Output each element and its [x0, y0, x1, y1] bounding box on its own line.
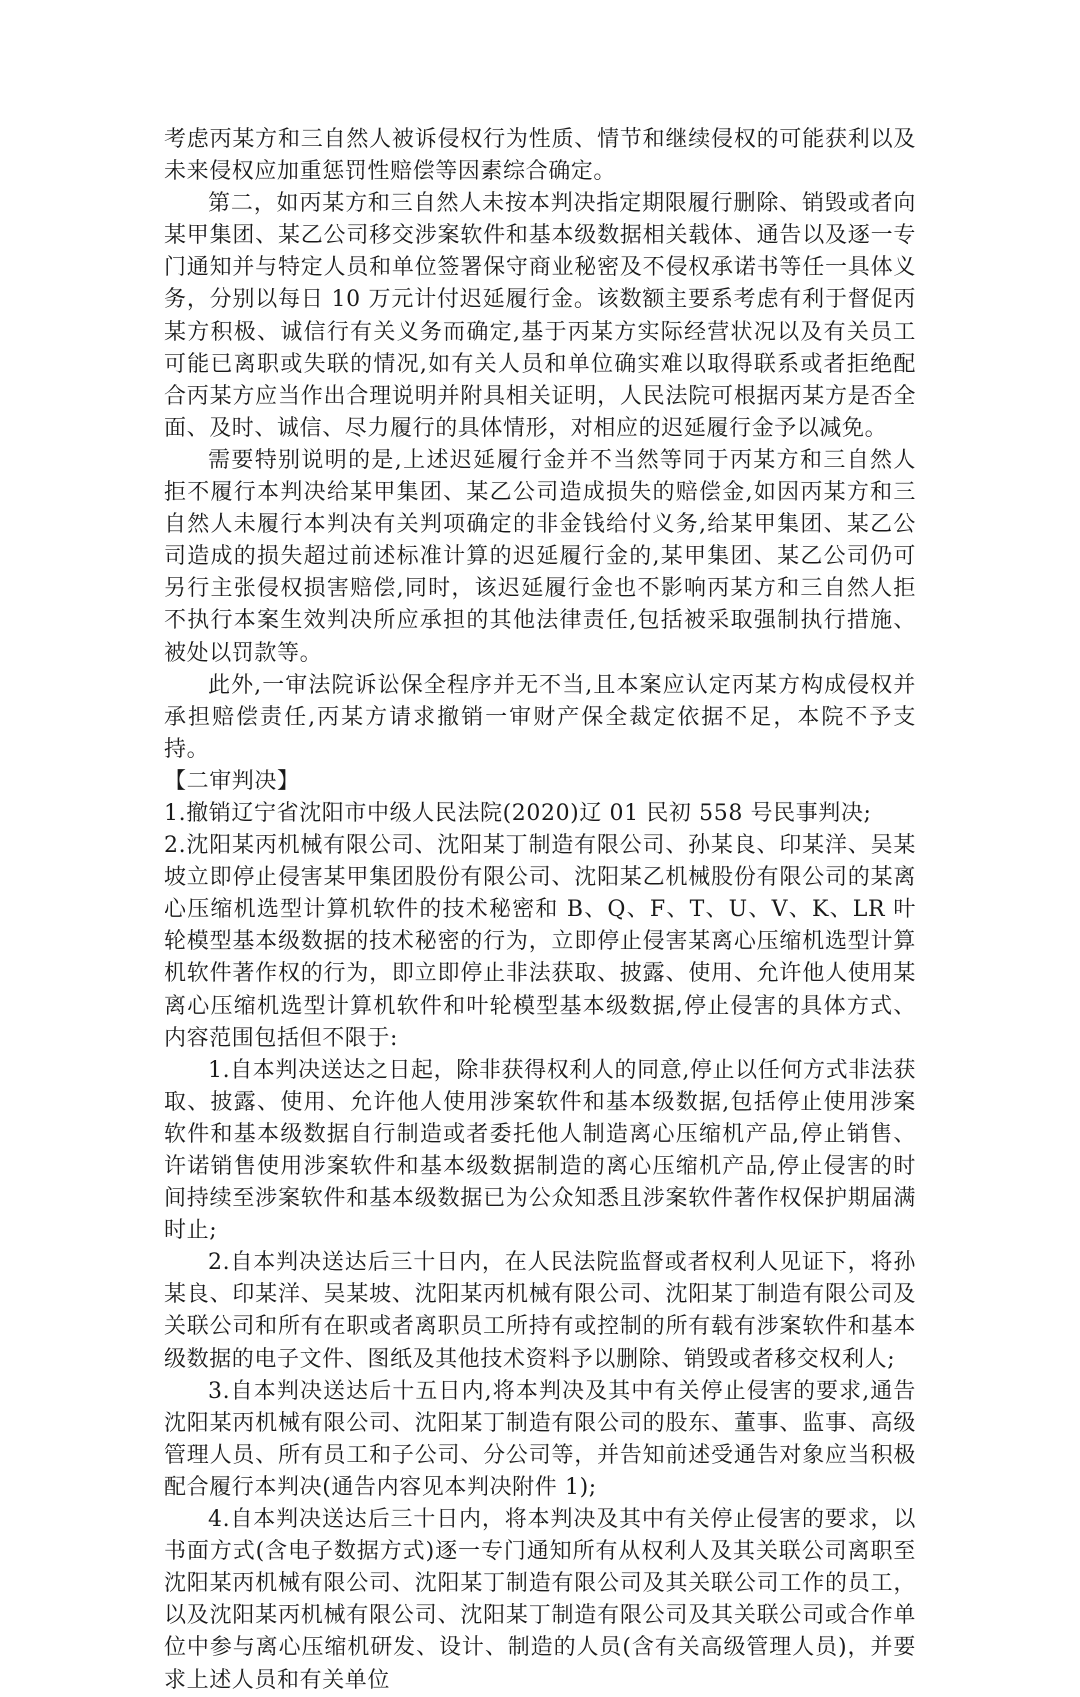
sub-item-2: 2.自本判决送达后三十日内，在人民法院监督或者权利人见证下，将孙某良、印某洋、吴某坡、沈阳某丙机械有限公司、沈阳某丁制造有限公司及关联公司和所有在职或者离职员工所持有或控制的所有载有涉案软件和基本级数据的电子文件、图纸及其他技术资料予以删除、销毁或者移交权利人; [164, 1250, 916, 1372]
sub-item-4: 4.自本判决送达后三十日内，将本判决及其中有关停止侵害的要求，以书面方式(含电子数据方式)逐一专门通知所有从权利人及其关联公司离职至沈阳某丙机械有限公司、沈阳某丁制造有限公司及其关联公司工作的员工，以及沈阳某丙机械有限公司、沈阳某丁制造有限公司及其关联公司或合作单位中参与离心压缩机研发、设计、制造的人员(含有关高级管理人员)，并要求上述人员和有关单位 [164, 1507, 916, 1693]
document-page [164, 124, 916, 1697]
judgment-item-1: 1.撤销辽宁省沈阳市中级人民法院(2020)辽 01 民初 558 号民事判决; [164, 800, 872, 826]
judgment-item-2: 2.沈阳某丙机械有限公司、沈阳某丁制造有限公司、孙某良、印某洋、吴某坡立即停止侵害某甲集团股份有限公司、沈阳某乙机械股份有限公司的某离心压缩机选型计算机软件的技术秘密和 B、Q、F、T、U、V、K、LR 叶轮模型基本级数据的技术秘密的行为，立即停止侵害某离心压缩机选型计算机软件著作权的行为，即立即停止非法获取、披露、使用、允许他人使用某离心压缩机选型计算机软件和叶轮模型基本级数据,停止侵害的具体方式、内容范围包括但不限于: [164, 833, 916, 1051]
paragraph-special-note: 需要特别说明的是,上述迟延履行金并不当然等同于丙某方和三自然人拒不履行本判决给某甲集团、某乙公司造成损失的赔偿金,如因丙某方和三自然人未履行本判决有关判项确定的非金钱给付义务,给某甲集团、某乙公司造成的损失超过前述标准计算的迟延履行金的,某甲集团、某乙公司仍可另行主张侵权损害赔偿,同时，该迟延履行金也不影响丙某方和三自然人拒不执行本案生效判决所应承担的其他法律责任,包括被采取强制执行措施、被处以罚款等。 [164, 447, 916, 666]
paragraph-second-point: 第二，如丙某方和三自然人未按本判决指定期限履行删除、销毁或者向某甲集团、某乙公司移交涉案软件和基本级数据相关载体、通告以及逐一专门通知并与特定人员和单位签署保守商业秘密及不侵权承诺书等任一具体义务，分别以每日 10 万元计付迟延履行金。该数额主要系考虑有利于督促丙某方积极、诚信行有关义务而确定,基于丙某方实际经营状况以及有关员工可能已离职或失联的情况,如有关人员和单位确实难以取得联系或者拒绝配合丙某方应当作出合理说明并附具相关证明，人民法院可根据丙某方是否全面、及时、诚信、尽力履行的具体情形，对相应的迟延履行金予以减免。 [164, 191, 916, 441]
sub-item-1: 1.自本判决送达之日起，除非获得权利人的同意,停止以任何方式非法获取、披露、使用、允许他人使用涉案软件和基本级数据,包括停止使用涉案软件和基本级数据自行制造或者委托他人制造离心压缩机产品,停止销售、许诺销售使用涉案软件和基本级数据制造的离心压缩机产品,停止侵害的时间持续至涉案软件和基本级数据已为公众知悉且涉案软件著作权保护期届满时止; [164, 1057, 916, 1244]
paragraph-preservation: 此外,一审法院诉讼保全程序并无不当,且本案应认定丙某方构成侵权并承担赔偿责任,丙某方请求撤销一审财产保全裁定依据不足，本院不予支持。 [164, 672, 916, 762]
sub-item-3: 3.自本判决送达后十五日内,将本判决及其中有关停止侵害的要求,通告沈阳某丙机械有限公司、沈阳某丁制造有限公司的股东、董事、监事、高级管理人员、所有员工和子公司、分公司等，并告知前述受通告对象应当积极配合履行本判决(通告内容见本判决附件 1); [164, 1378, 916, 1500]
paragraph-continuation: 考虑丙某方和三自然人被诉侵权行为性质、情节和继续侵权的可能获利以及未来侵权应加重惩罚性赔偿等因素综合确定。 [164, 127, 916, 185]
section-heading-second-instance: 【二审判决】 [164, 768, 300, 794]
